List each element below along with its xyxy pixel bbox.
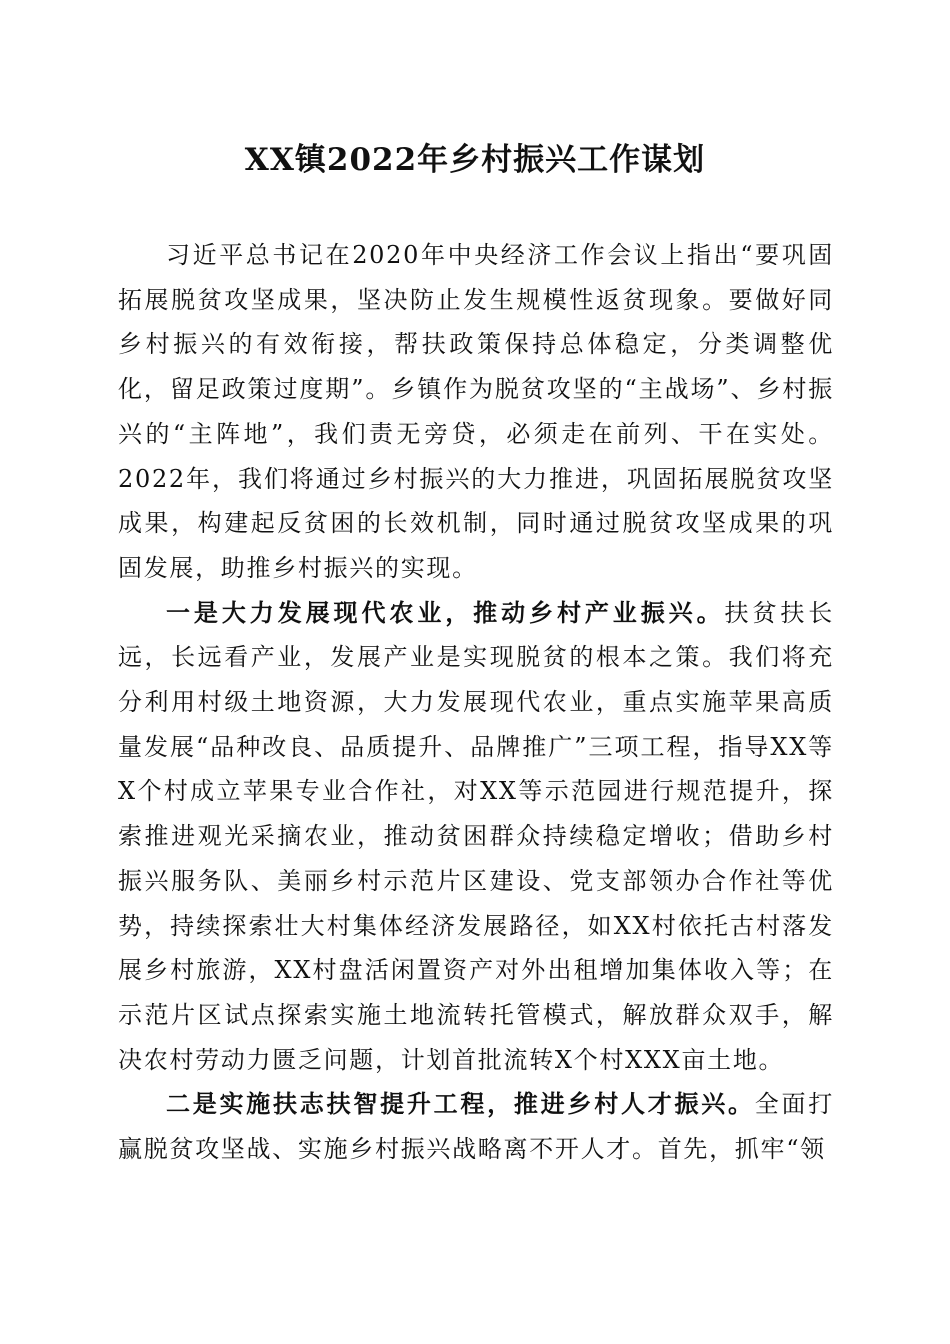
paragraph-text: 习近平总书记在2020年中央经济工作会议上指出“要巩固拓展脱贫攻坚成果，坚决防止发生规模性返贫现象。要做好同乡村振兴的有效衔接，帮扶政策保持总体稳定，分类调整优化，留足政策过度期”。乡镇作为脱贫攻坚的“主战场”、乡村振兴的“主阵地”，我们责无旁贷，必须走在前列、干在实处。2022年，我们将通过乡村振兴的大力推进，巩固拓展脱贫攻坚成果，构建起反贫困的长效机制，同时通过脱贫攻坚成果的巩固发展，助推乡村振兴的实现。: [118, 241, 834, 582]
paragraph-text: 全面打赢脱贫攻坚战、实施乡村振兴战略离不开人才。首先，抓牢“领: [118, 1090, 834, 1164]
paragraph-lead: 二是实施扶志扶智提升工程，推进乡村人才振兴。: [166, 1089, 755, 1119]
paragraph-lead: 一是大力发展现代农业，推动乡村产业振兴。: [166, 597, 725, 627]
paragraph-point-two: [118, 1082, 834, 1171]
paragraph-text: 扶贫扶长远，长远看产业，发展产业是实现脱贫的根本之策。我们将充分利用村级土地资源，大力发展现代农业，重点实施苹果高质量发展“品种改良、品质提升、品牌推广”三项工程，指导XX等X个村成立苹果专业合作社，对XX等示范园进行规范提升，探索推进观光采摘农业，推动贫困群众持续稳定增收；借助乡村振兴服务队、美丽乡村示范片区建设、党支部领办合作社等优势，持续探索壮大村集体经济发展路径，如XX村依托古村落发展乡村旅游，XX村盘活闲置资产对外出租增加集体收入等；在示范片区试点探索实施土地流转托管模式，解放群众双手，解决农村劳动力匮乏问题，计划首批流转X个村XXX亩土地。: [118, 598, 834, 1074]
document-body: [118, 233, 834, 1172]
paragraph-point-one: [118, 591, 834, 1083]
document-title: XX镇2022年乡村振兴工作谋划: [244, 142, 706, 178]
paragraph-intro: [118, 233, 834, 591]
